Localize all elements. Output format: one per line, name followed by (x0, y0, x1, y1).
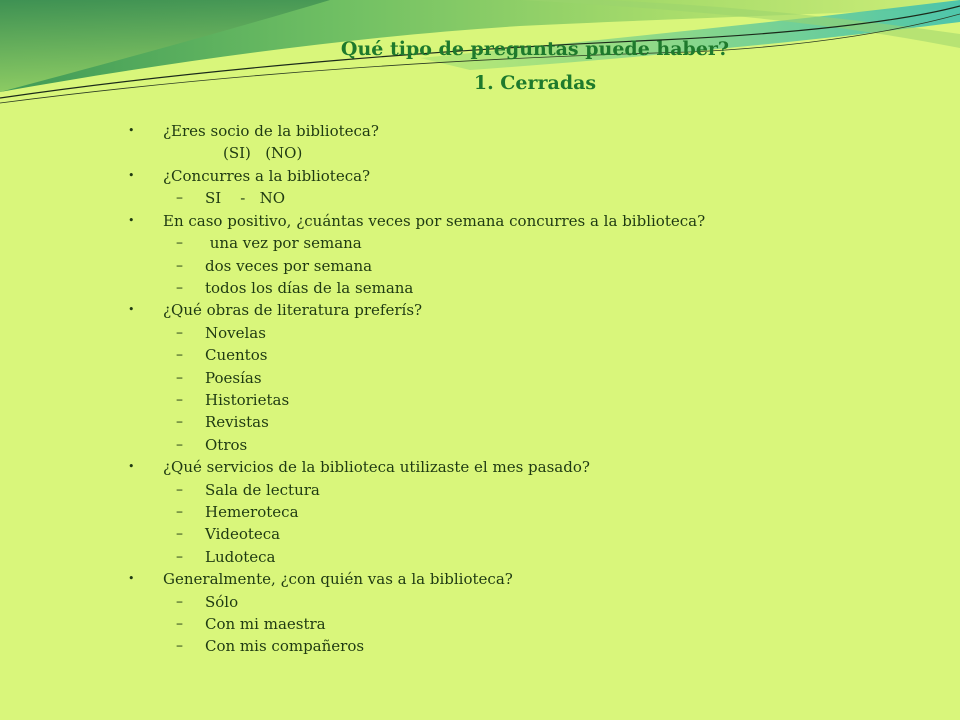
question-4-option: Revistas (205, 413, 269, 431)
question-6: Generalmente, ¿con quién vas a la biblioteca? (163, 570, 513, 588)
question-3-option: una vez por semana (205, 234, 362, 252)
dash-icon: – (176, 280, 183, 296)
slide-title: Qué tipo de preguntas puede haber? (340, 38, 730, 60)
dash-icon: – (176, 504, 183, 520)
dash-icon: – (176, 526, 183, 542)
question-4-option: Cuentos (205, 346, 268, 364)
question-5: ¿Qué servicios de la biblioteca utilizaste el mes pasado? (163, 458, 590, 476)
bullet-icon: • (128, 572, 135, 585)
question-3-option: dos veces por semana (205, 257, 373, 275)
dash-icon: – (176, 235, 183, 251)
dash-icon: – (176, 638, 183, 654)
dash-icon: – (176, 392, 183, 408)
bullet-icon: • (128, 214, 135, 227)
question-1: ¿Eres socio de la biblioteca? (163, 122, 379, 140)
bullet-icon: • (128, 124, 135, 137)
dash-icon: – (176, 258, 183, 274)
question-6-option: Con mis compañeros (205, 637, 365, 655)
dash-icon: – (176, 347, 183, 363)
dash-icon: – (176, 549, 183, 565)
question-5-option: Videoteca (205, 525, 281, 543)
dash-icon: – (176, 437, 183, 453)
question-4-option: Poesías (205, 369, 262, 387)
question-4: ¿Qué obras de literatura preferís? (163, 301, 423, 319)
question-6-option: Con mi maestra (205, 615, 326, 633)
question-2-option: SI - NO (205, 189, 286, 207)
question-4-option: Historietas (205, 391, 290, 409)
slide-subtitle: 1. Cerradas (473, 72, 597, 94)
bullet-icon: • (128, 303, 135, 316)
bullet-icon: • (128, 169, 135, 182)
question-4-option: Otros (205, 436, 248, 454)
question-1-options: (SI) (NO) (223, 144, 303, 162)
dash-icon: – (176, 616, 183, 632)
question-5-option: Sala de lectura (205, 481, 320, 499)
dash-icon: – (176, 325, 183, 341)
dash-icon: – (176, 370, 183, 386)
dash-icon: – (176, 190, 183, 206)
dash-icon: – (176, 594, 183, 610)
dash-icon: – (176, 482, 183, 498)
question-5-option: Ludoteca (205, 548, 276, 566)
question-4-option: Novelas (205, 324, 266, 342)
question-5-option: Hemeroteca (205, 503, 299, 521)
question-2: ¿Concurres a la biblioteca? (163, 167, 371, 185)
question-3-option: todos los días de la semana (205, 279, 414, 297)
question-6-option: Sólo (205, 593, 239, 611)
dash-icon: – (176, 414, 183, 430)
bullet-icon: • (128, 460, 135, 473)
question-3: En caso positivo, ¿cuántas veces por semana concurres a la biblioteca? (163, 212, 706, 230)
